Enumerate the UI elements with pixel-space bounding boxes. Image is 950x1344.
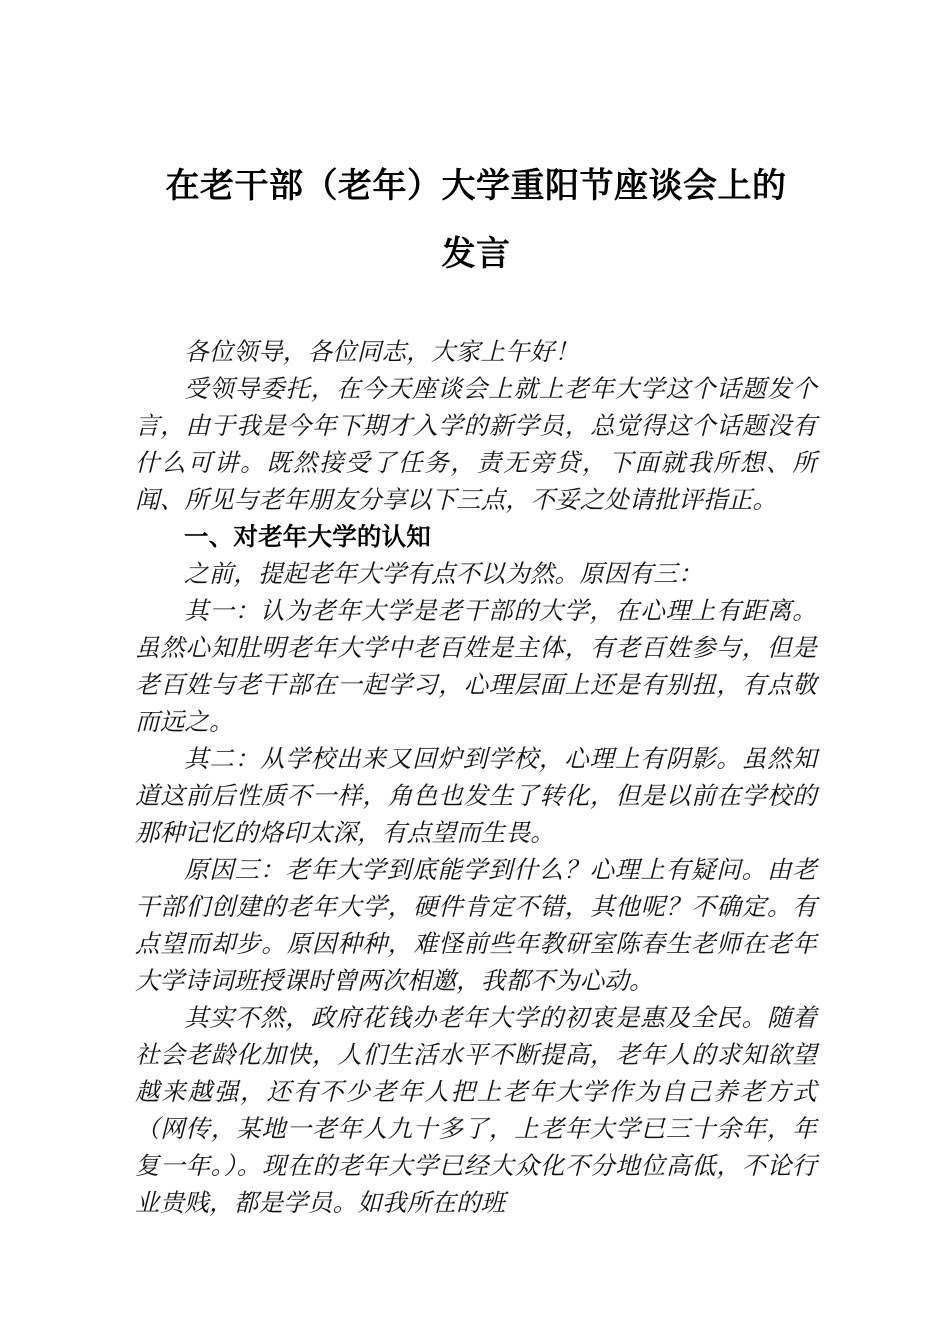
counterpoint-paragraph: 其实不然，政府花钱办老年大学的初衷是惠及全民。随着社会老龄化加快，人们生活水平不断提高，老年人的求知欲望越来越强，还有不少老年人把上老年大学作为自己养老方式（网传，某地一老年人九十多了，上老年大学已三十余年，年复一年。）。现在的老年大学已经大众化不分地位高低，不论行业贵贱，都是学员。如我所在的班 [135,1005,817,1217]
intro-paragraph: 受领导委托，在今天座谈会上就上老年大学这个话题发个言，由于我是今年下期才入学的新学员，总觉得这个话题没有什么可讲。既然接受了任务，责无旁贷，下面就我所想、所闻、所见与老年朋友分享以下三点，不妥之处请批评指正。 [135,376,817,514]
document-content-column [135,0,817,1222]
reason-two-paragraph: 其二：从学校出来又回炉到学校，心理上有阴影。虽然知道这前后性质不一样，角色也发生了转化，但是以前在学校的那种记忆的烙印太深，有点望而生畏。 [135,746,817,847]
page-title [135,0,817,288]
section-heading-1: 一、对老年大学的认知 [184,524,431,551]
reason-three-paragraph: 原因三：老年大学到底能学到什么？心理上有疑问。由老干部们创建的老年大学，硬件肯定不错，其他呢？不确定。有点望而却步。原因种种，难怪前些年教研室陈春生老师在老年大学诗词班授课时曾两次相邀，我都不为心动。 [135,857,817,995]
document-body [135,288,817,1222]
page-title-line-1: 在老干部（老年）大学重阳节座谈会上的 [165,167,787,205]
perception-lead-paragraph: 之前，提起老年大学有点不以为然。原因有三： [184,561,703,588]
reason-one-paragraph: 其一：认为老年大学是老干部的大学，在心理上有距离。虽然心知肚明老年大学中老百姓是主体，有老百姓参与，但是老百姓与老干部在一起学习，心理层面上还是有别扭，有点敬而远之。 [135,598,817,736]
page-title-line-2: 发言 [441,235,511,273]
greeting-paragraph: 各位领导，各位同志，大家上午好！ [184,339,580,366]
